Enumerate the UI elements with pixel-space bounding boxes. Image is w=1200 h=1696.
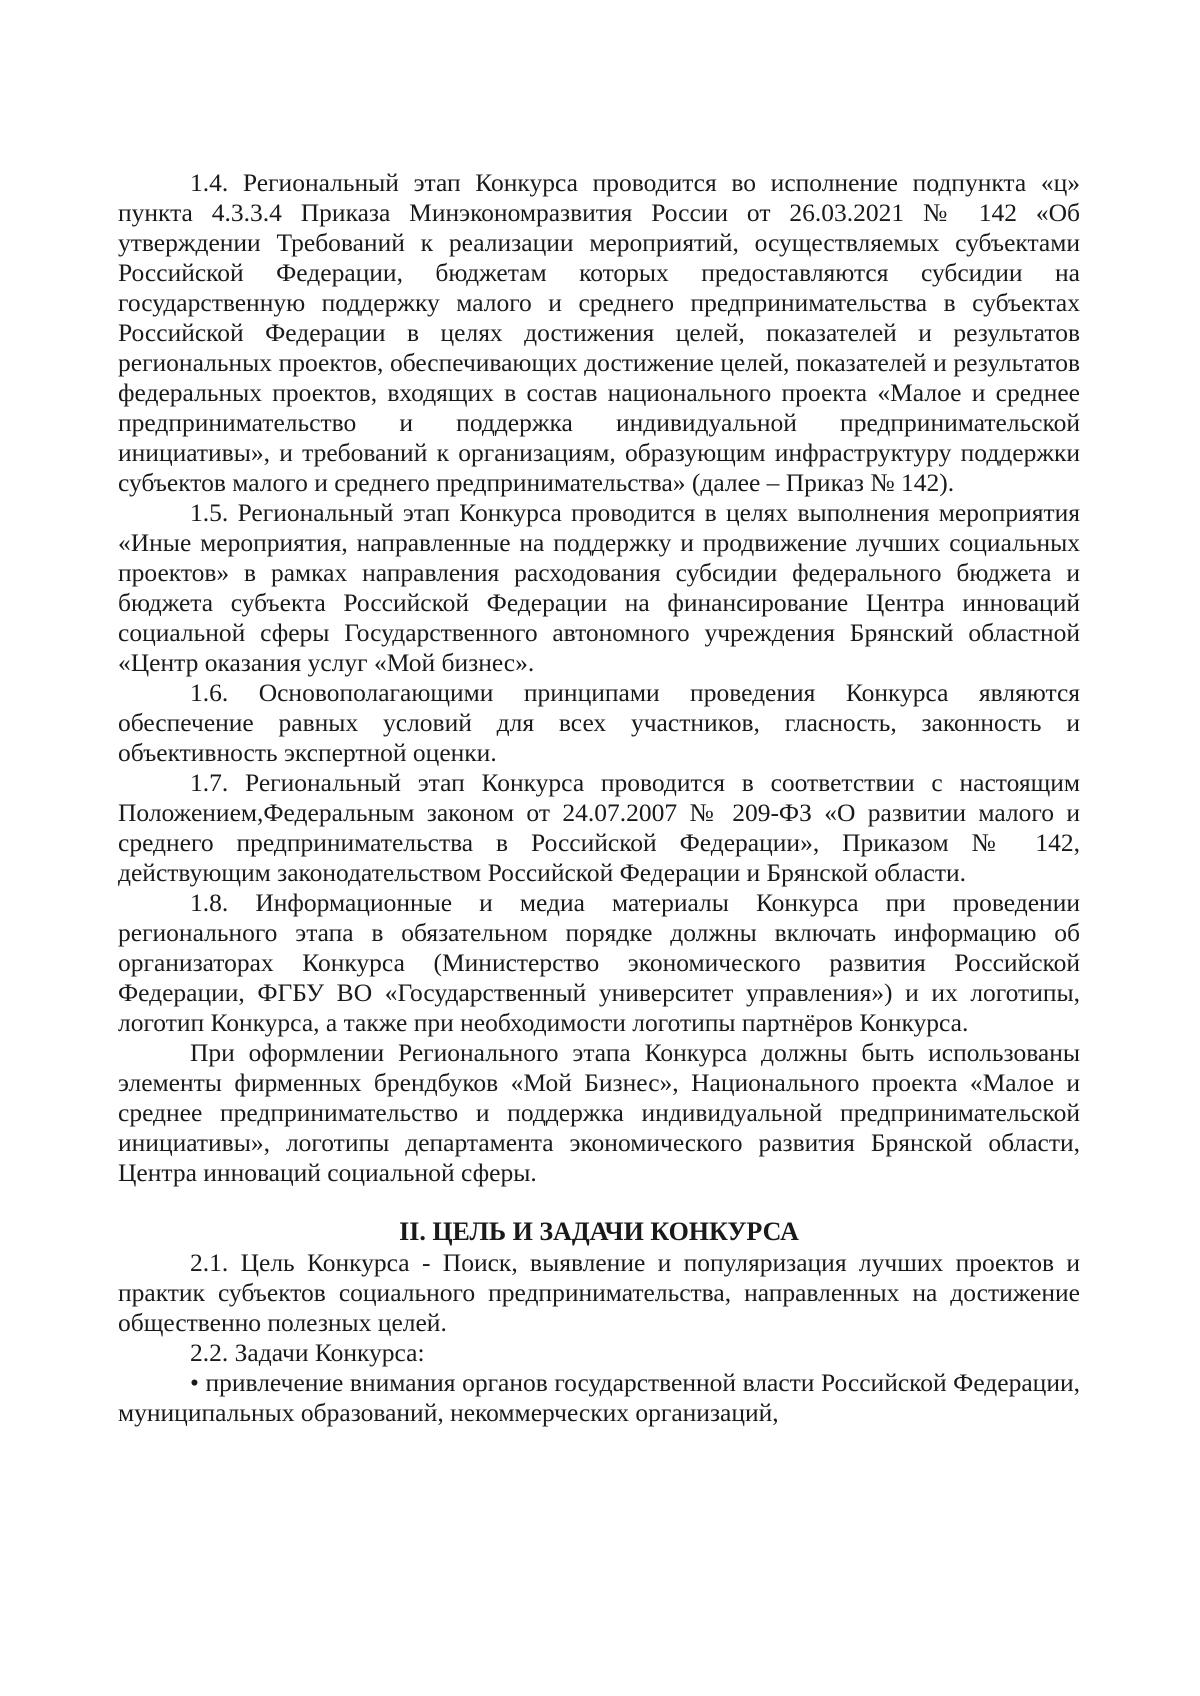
paragraph-1-4: 1.4. Региональный этап Конкурса проводится во исполнение подпункта «ц» пункта 4.3.3.4 Приказа Минэкономразвития России от 26.03.2021 № 142 «Об утверждении Требований к реализации мероприятий, осуществляемых субъектами Российской Федерации, бюджетам которых предоставляются субсидии на государственную поддержку малого и среднего предпринимательства в субъектах Российской Федерации в целях достижения целей, показателей и результатов региональных проектов, обеспечивающих достижение целей, показателей и результатов федеральных проектов, входящих в состав национального проекта «Малое и среднее предпринимательство и поддержка индивидуальной предпринимательской инициативы», и требований к организациям, образующим инфраструктуру поддержки субъектов малого и среднего предпринимательства» (далее – Приказ № 142). <box>118 168 1080 497</box>
paragraph-2-2: 2.2. Задачи Конкурса: <box>190 1338 425 1367</box>
paragraph-1-8: 1.8. Информационные и медиа материалы Конкурса при проведении регионального этапа в обязательном порядке должны включать информацию об организаторах Конкурса (Министерство экономического развития Российской Федерации, ФГБУ ВО «Государственный университет управления») и их логотипы, логотип Конкурса, а также при необходимости логотипы партнёров Конкурса. <box>118 888 1080 1037</box>
document-page <box>118 168 1080 1428</box>
paragraph-2-1: 2.1. Цель Конкурса - Поиск, выявление и популяризация лучших проектов и практик субъектов социального предпринимательства, направленных на достижение общественно полезных целей. <box>118 1248 1080 1337</box>
paragraph-1-5: 1.5. Региональный этап Конкурса проводится в целях выполнения мероприятия «Иные мероприятия, направленные на поддержку и продвижение лучших социальных проектов» в рамках направления расходования субсидии федерального бюджета и бюджета субъекта Российской Федерации на финансирование Центра инноваций социальной сферы Государственного автономного учреждения Брянский областной «Центр оказания услуг «Мой бизнес». <box>118 498 1080 677</box>
paragraph-1-6: 1.6. Основополагающими принципами проведения Конкурса являются обеспечение равных условий для всех участников, гласность, законность и объективность экспертной оценки. <box>118 678 1080 767</box>
section-title-goals: II. ЦЕЛЬ И ЗАДАЧИ КОНКУРСА <box>399 1217 799 1246</box>
paragraph-branding: При оформлении Регионального этапа Конкурса должны быть использованы элементы фирменных брендбуков «Мой Бизнес», Национального проекта «Малое и среднее предпринимательство и поддержка индивидуальной предпринимательской инициативы», логотипы департамента экономического развития Брянской области, Центра инноваций социальной сферы. <box>118 1038 1080 1187</box>
paragraph-1-7: 1.7. Региональный этап Конкурса проводится в соответствии с настоящим Положением,Федеральным законом от 24.07.2007 № 209-ФЗ «О развитии малого и среднего предпринимательства в Российской Федерации», Приказом № 142, действующим законодательством Российской Федерации и Брянской области. <box>118 768 1080 887</box>
bullet-item-1: • привлечение внимания органов государственной власти Российской Федерации, муниципальных образований, некоммерческих организаций, <box>118 1368 1080 1427</box>
